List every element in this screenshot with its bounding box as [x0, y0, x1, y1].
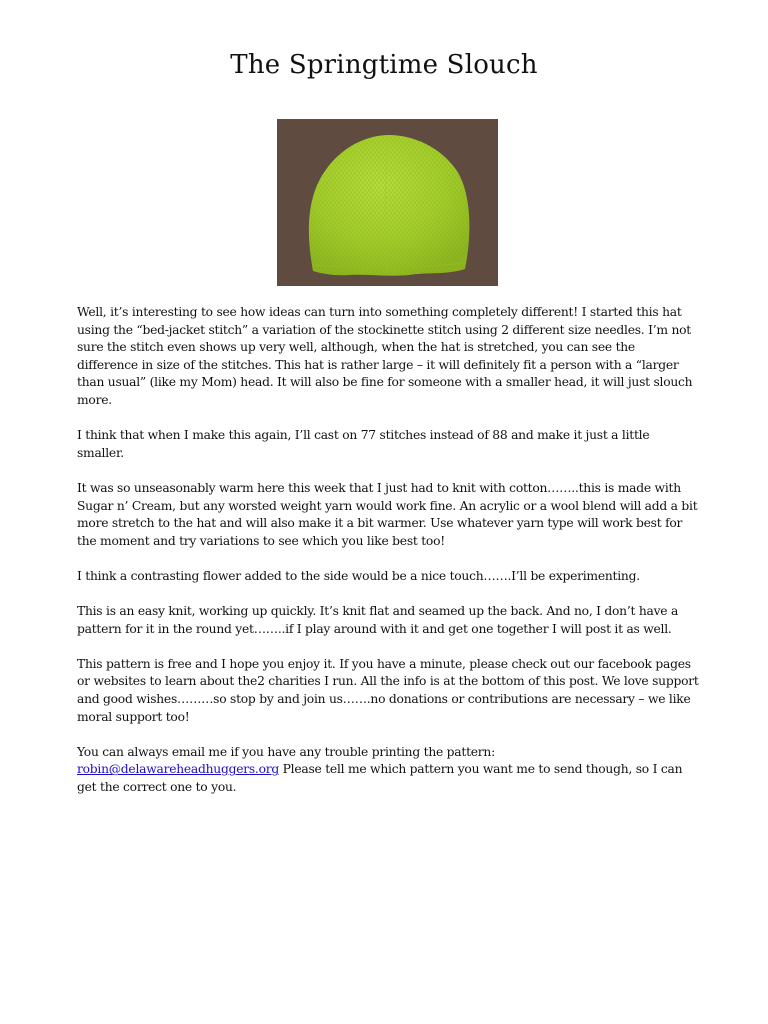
paragraph-cast-on: I think that when I make this again, I’ll cast on 77 stitches instead of 88 and make it just a little smaller. [77, 428, 650, 460]
paragraph-contact [77, 744, 699, 797]
contact-intro: You can always email me if you have any trouble printing the pattern: [77, 744, 495, 759]
pattern-description [77, 304, 699, 814]
paragraph-intro: Well, it’s interesting to see how ideas can turn into something completely different! I started this hat using the “bed-jacket stitch” a variation of the stockinette stitch using 2 different size needles. I’m not sure the stitch even shows up very well, although, when the hat is stretched, you can see the difference in size of the stitches. This hat is rather large – it will definitely fit a person with a “larger than usual” (like my Mom) head. It will also be fine for someone with a smaller head, it will just slouch more. [77, 305, 693, 407]
hat-photo [277, 119, 498, 286]
paragraph-charities: This pattern is free and I hope you enjoy it. If you have a minute, please check out our facebook pages or websites to learn about the2 charities I run. All the info is at the bottom of this post. We love support and good wishes………so stop by and join us…….no donations or contributions are necessary – we like moral support too! [77, 656, 699, 724]
paragraph-construction: This is an easy knit, working up quickly. It’s knit flat and seamed up the back. And no, I don’t have a pattern for it in the round yet……..if I play around with it and get one together I will post it as well. [77, 604, 679, 636]
email-link[interactable]: robin@delawareheadhuggers.org [77, 762, 279, 777]
contact-outro: Please tell me which pattern you want me to send though, so I can get the correct one to you. [77, 762, 683, 795]
page-title: The Springtime Slouch [230, 50, 538, 80]
green-hat-image [277, 119, 498, 286]
paragraph-flower: I think a contrasting flower added to the side would be a nice touch…….I’ll be experimenting. [77, 568, 640, 583]
paragraph-yarn: It was so unseasonably warm here this week that I just had to knit with cotton……..this is made with Sugar n’ Cream, but any worsted weight yarn would work fine. An acrylic or a wool blend will add a bit more stretch to the hat and will also make it a bit warmer. Use whatever yarn type will work best for the moment and try variations to see which you like best too! [77, 480, 698, 548]
